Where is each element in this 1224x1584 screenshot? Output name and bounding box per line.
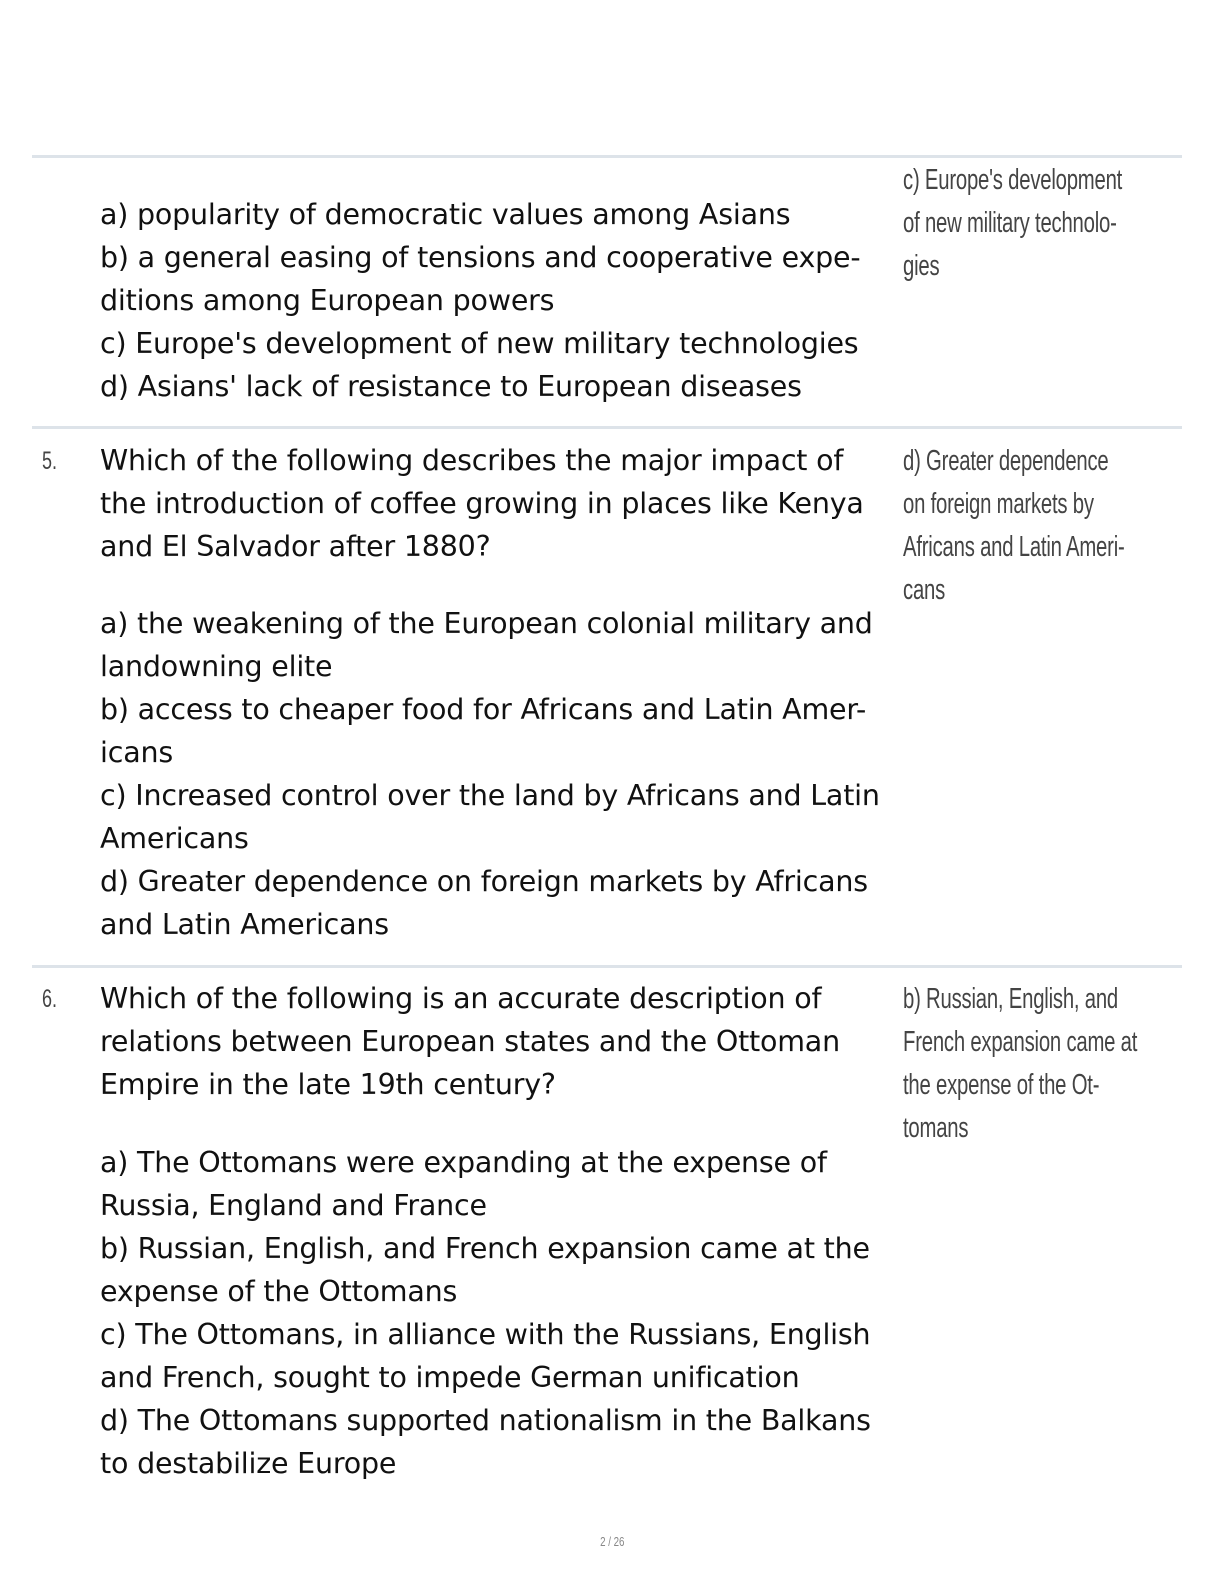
answer-line: c) Europe's development	[903, 164, 1123, 196]
prompt-line: Which of the following describes the major impact of	[100, 444, 844, 477]
option-line: ditions among European powers	[100, 284, 555, 317]
answer-line: on foreign markets by	[903, 488, 1094, 520]
question-number: 5.	[42, 447, 58, 475]
option-line: a) popularity of democratic values among Asians	[100, 198, 791, 231]
option-line: d) The Ottomans supported nationalism in the Balkans	[100, 1404, 871, 1437]
option-line: icans	[100, 736, 173, 769]
answer-line: tomans	[903, 1112, 969, 1144]
question-options	[100, 1141, 900, 1485]
answer-text	[903, 978, 1137, 1150]
answer-text	[903, 159, 1122, 288]
option-line: Russia, England and France	[100, 1189, 487, 1222]
option-line: landowning elite	[100, 650, 333, 683]
page-indicator: 2 / 26	[599, 1534, 625, 1549]
option-line: b) Russian, English, and French expansion came at the	[100, 1232, 870, 1265]
question-options	[100, 602, 900, 946]
answer-line: the expense of the Ot-	[903, 1069, 1100, 1101]
option-line: c) The Ottomans, in alliance with the Russians, English	[100, 1318, 871, 1351]
option-line: c) Europe's development of new military technologies	[100, 327, 859, 360]
row-divider	[32, 965, 1182, 968]
answer-line: of new military technolo-	[903, 207, 1117, 239]
row-divider	[32, 426, 1182, 429]
prompt-line: relations between European states and the Ottoman	[100, 1025, 840, 1058]
answer-line: cans	[903, 574, 946, 606]
option-line: c) Increased control over the land by Africans and Latin	[100, 779, 880, 812]
option-line: a) The Ottomans were expanding at the expense of	[100, 1146, 827, 1179]
prompt-line: Empire in the late 19th century?	[100, 1068, 556, 1101]
option-line: b) a general easing of tensions and cooperative expe-	[100, 241, 861, 274]
answer-line: Africans and Latin Ameri-	[903, 531, 1125, 563]
answer-text	[903, 440, 1125, 612]
option-line: b) access to cheaper food for Africans and Latin Amer-	[100, 693, 867, 726]
option-line: d) Greater dependence on foreign markets by Africans	[100, 865, 868, 898]
question-number: 6.	[42, 985, 58, 1013]
option-line: expense of the Ottomans	[100, 1275, 458, 1308]
question-prompt	[100, 439, 900, 568]
option-line: to destabilize Europe	[100, 1447, 397, 1480]
question-options	[100, 193, 900, 408]
answer-line: gies	[903, 250, 940, 282]
row-divider	[32, 155, 1182, 158]
page-footer	[0, 1534, 1224, 1549]
option-line: a) the weakening of the European colonial military and	[100, 607, 873, 640]
question-prompt	[100, 977, 900, 1106]
answer-line: French expansion came at	[903, 1026, 1138, 1058]
prompt-line: and El Salvador after 1880?	[100, 530, 491, 563]
option-line: and French, sought to impede German unification	[100, 1361, 800, 1394]
option-line: Americans	[100, 822, 249, 855]
prompt-line: the introduction of coffee growing in places like Kenya	[100, 487, 864, 520]
answer-line: d) Greater dependence	[903, 445, 1109, 477]
answer-line: b) Russian, English, and	[903, 983, 1119, 1015]
prompt-line: Which of the following is an accurate description of	[100, 982, 822, 1015]
option-line: and Latin Americans	[100, 908, 389, 941]
option-line: d) Asians' lack of resistance to European diseases	[100, 370, 802, 403]
